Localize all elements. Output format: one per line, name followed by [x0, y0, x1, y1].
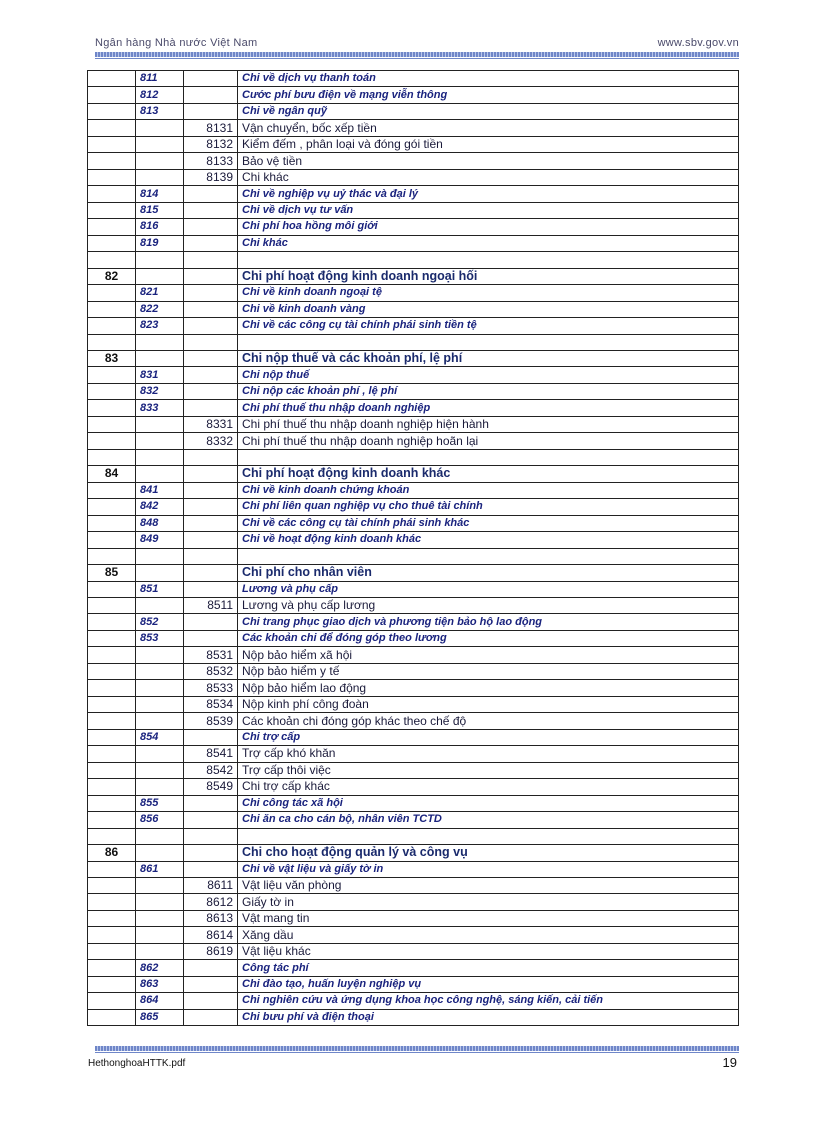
level1-code: [88, 943, 136, 959]
level3-code: [184, 235, 238, 251]
level1-code: [88, 762, 136, 778]
level1-code: [88, 367, 136, 383]
level1-code: [88, 713, 136, 729]
level2-code: [136, 136, 184, 152]
account-name: Chi phí thuế thu nhập doanh nghiệp hoãn lại: [238, 433, 739, 449]
table-row: [88, 416, 739, 432]
level3-code: [184, 581, 238, 597]
level2-code: [136, 927, 184, 943]
level1-code: 85: [88, 565, 136, 581]
level2-code: [136, 894, 184, 910]
level1-code: [88, 894, 136, 910]
level2-code: [136, 120, 184, 136]
level2-code: 831: [136, 367, 184, 383]
level2-code: [136, 268, 184, 284]
level3-code: 8332: [184, 433, 238, 449]
level1-code: [88, 103, 136, 119]
table-row: [88, 71, 739, 87]
level2-code: [136, 779, 184, 795]
level3-code: [184, 729, 238, 745]
table-row: [88, 960, 739, 976]
header-title: Ngân hàng Nhà nước Việt Nam: [95, 37, 258, 49]
table-row: [88, 581, 739, 597]
account-name: [238, 449, 739, 465]
table-row: [88, 927, 739, 943]
level1-code: 82: [88, 268, 136, 284]
level2-code: [136, 910, 184, 926]
table-row: [88, 696, 739, 712]
account-name: Chi về vật liệu và giấy tờ in: [238, 861, 739, 877]
table-row: [88, 383, 739, 399]
level3-code: 8542: [184, 762, 238, 778]
table-row: [88, 466, 739, 482]
footer-filename: HethonghoaHTTK.pdf: [88, 1058, 186, 1069]
level2-code: 855: [136, 795, 184, 811]
account-name: Chi bưu phí và điện thoại: [238, 1009, 739, 1025]
level3-code: 8533: [184, 680, 238, 696]
account-name: Vận chuyển, bốc xếp tiền: [238, 120, 739, 136]
level1-code: [88, 515, 136, 531]
level3-code: [184, 285, 238, 301]
table-row: [88, 301, 739, 317]
account-name: Kiểm đếm , phân loại và đóng gói tiền: [238, 136, 739, 152]
account-name: [238, 548, 739, 564]
level3-code: [184, 400, 238, 416]
table-row: [88, 252, 739, 268]
level3-code: [184, 845, 238, 861]
level2-code: 833: [136, 400, 184, 416]
account-name: Các khoản chi để đóng góp theo lương: [238, 630, 739, 646]
account-name: [238, 828, 739, 844]
level1-code: [88, 301, 136, 317]
table-row: [88, 433, 739, 449]
account-name: Chi nghiên cứu và ứng dụng khoa học công nghệ, sáng kiến, cải tiến: [238, 993, 739, 1009]
account-name: Chi khác: [238, 235, 739, 251]
level2-code: 816: [136, 219, 184, 235]
table-row: [88, 87, 739, 103]
level2-code: 864: [136, 993, 184, 1009]
level2-code: [136, 548, 184, 564]
level1-code: [88, 647, 136, 663]
account-name: Công tác phí: [238, 960, 739, 976]
level1-code: [88, 960, 136, 976]
level3-code: [184, 202, 238, 218]
level2-code: 849: [136, 532, 184, 548]
account-name: Nộp kinh phí công đoàn: [238, 696, 739, 712]
level2-code: 815: [136, 202, 184, 218]
level2-code: [136, 877, 184, 893]
account-name: Nộp bảo hiểm lao động: [238, 680, 739, 696]
footer-rule: [95, 1046, 739, 1051]
level1-code: [88, 416, 136, 432]
level2-code: [136, 598, 184, 614]
account-name: Chi trang phục giao dịch và phương tiện bảo hộ lao động: [238, 614, 739, 630]
level1-code: [88, 548, 136, 564]
account-name: Vật liệu văn phòng: [238, 877, 739, 893]
account-name: Chi nộp các khoản phí , lệ phí: [238, 383, 739, 399]
level1-code: [88, 202, 136, 218]
level3-code: [184, 1009, 238, 1025]
level3-code: [184, 993, 238, 1009]
level1-code: [88, 729, 136, 745]
header-rule: [95, 52, 739, 57]
table-row: [88, 219, 739, 235]
table-row: [88, 861, 739, 877]
level2-code: 832: [136, 383, 184, 399]
account-name: Chi khác: [238, 169, 739, 185]
account-name: Chi về kinh doanh ngoại tệ: [238, 285, 739, 301]
account-name: Trợ cấp khó khăn: [238, 746, 739, 762]
level2-code: 842: [136, 499, 184, 515]
account-name: Chi phí thuế thu nhập doanh nghiệp: [238, 400, 739, 416]
level3-code: 8611: [184, 877, 238, 893]
level3-code: 8531: [184, 647, 238, 663]
level1-code: [88, 680, 136, 696]
level3-code: 8534: [184, 696, 238, 712]
level3-code: [184, 630, 238, 646]
account-name: Các khoản chi đóng góp khác theo chế độ: [238, 713, 739, 729]
level1-code: [88, 696, 136, 712]
level3-code: [184, 318, 238, 334]
table-row: [88, 136, 739, 152]
level3-code: [184, 795, 238, 811]
level1-code: [88, 433, 136, 449]
level2-code: 811: [136, 71, 184, 87]
level2-code: [136, 433, 184, 449]
level3-code: 8132: [184, 136, 238, 152]
account-name: Chi về dịch vụ thanh toán: [238, 71, 739, 87]
account-name: Xăng dầu: [238, 927, 739, 943]
level1-code: [88, 532, 136, 548]
level2-code: [136, 466, 184, 482]
table-row: [88, 943, 739, 959]
level3-code: 8613: [184, 910, 238, 926]
account-name: Chi về các công cụ tài chính phái sinh khác: [238, 515, 739, 531]
table-row: [88, 729, 739, 745]
level2-code: 852: [136, 614, 184, 630]
table-row: [88, 976, 739, 992]
table-row: [88, 169, 739, 185]
level1-code: [88, 795, 136, 811]
level1-code: [88, 746, 136, 762]
level3-code: [184, 383, 238, 399]
table-row: [88, 910, 739, 926]
level2-code: 812: [136, 87, 184, 103]
level2-code: [136, 828, 184, 844]
level3-code: [184, 960, 238, 976]
level3-code: 8511: [184, 598, 238, 614]
table-row: [88, 350, 739, 366]
level2-code: 813: [136, 103, 184, 119]
level1-code: [88, 449, 136, 465]
level1-code: [88, 779, 136, 795]
level2-code: 854: [136, 729, 184, 745]
level1-code: [88, 71, 136, 87]
level1-code: [88, 828, 136, 844]
table-row: [88, 548, 739, 564]
level3-code: 8614: [184, 927, 238, 943]
level1-code: [88, 153, 136, 169]
level3-code: [184, 301, 238, 317]
account-table: [87, 70, 739, 1026]
level1-code: [88, 219, 136, 235]
level2-code: [136, 334, 184, 350]
level1-code: [88, 285, 136, 301]
account-name: Chi phí hoạt động kinh doanh ngoại hối: [238, 268, 739, 284]
table-row: [88, 779, 739, 795]
account-name: Chi về kinh doanh vàng: [238, 301, 739, 317]
level2-code: [136, 696, 184, 712]
level1-code: [88, 334, 136, 350]
account-name: Chi phí thuế thu nhập doanh nghiệp hiện hành: [238, 416, 739, 432]
level1-code: [88, 877, 136, 893]
level2-code: [136, 153, 184, 169]
level1-code: [88, 581, 136, 597]
account-name: Lương và phụ cấp: [238, 581, 739, 597]
account-name: Chi về dịch vụ tư vấn: [238, 202, 739, 218]
table-row: [88, 680, 739, 696]
level3-code: [184, 482, 238, 498]
level1-code: [88, 186, 136, 202]
account-name: Chi về hoạt động kinh doanh khác: [238, 532, 739, 548]
account-name: Nộp bảo hiểm xã hội: [238, 647, 739, 663]
account-table-body: [88, 71, 739, 1026]
level3-code: [184, 466, 238, 482]
account-name: Chi trợ cấp: [238, 729, 739, 745]
level3-code: [184, 334, 238, 350]
table-row: [88, 630, 739, 646]
level2-code: [136, 647, 184, 663]
level3-code: 8131: [184, 120, 238, 136]
table-row: [88, 598, 739, 614]
table-row: [88, 713, 739, 729]
level3-code: [184, 103, 238, 119]
level1-code: 83: [88, 350, 136, 366]
table-row: [88, 565, 739, 581]
level2-code: [136, 713, 184, 729]
level3-code: 8532: [184, 663, 238, 679]
level3-code: 8133: [184, 153, 238, 169]
table-row: [88, 103, 739, 119]
level2-code: 853: [136, 630, 184, 646]
account-name: Lương và phụ cấp lương: [238, 598, 739, 614]
level3-code: 8619: [184, 943, 238, 959]
level2-code: 848: [136, 515, 184, 531]
table-row: [88, 334, 739, 350]
account-name: Chi phí cho nhân viên: [238, 565, 739, 581]
level1-code: [88, 1009, 136, 1025]
level2-code: 819: [136, 235, 184, 251]
level1-code: [88, 252, 136, 268]
level3-code: 8539: [184, 713, 238, 729]
page-number: 19: [722, 1055, 737, 1070]
level2-code: 862: [136, 960, 184, 976]
account-name: Chi đào tạo, huấn luyện nghiệp vụ: [238, 976, 739, 992]
table-row: [88, 400, 739, 416]
level3-code: [184, 515, 238, 531]
level3-code: 8612: [184, 894, 238, 910]
level3-code: [184, 812, 238, 828]
account-name: Chi về ngân quỹ: [238, 103, 739, 119]
level3-code: [184, 614, 238, 630]
level1-code: [88, 87, 136, 103]
level2-code: 814: [136, 186, 184, 202]
account-name: Chi về nghiệp vụ uỷ thác và đại lý: [238, 186, 739, 202]
account-name: Bảo vệ tiền: [238, 153, 739, 169]
table-row: [88, 614, 739, 630]
level3-code: [184, 219, 238, 235]
level3-code: [184, 532, 238, 548]
level2-code: 821: [136, 285, 184, 301]
table-row: [88, 993, 739, 1009]
account-name: [238, 334, 739, 350]
level3-code: 8541: [184, 746, 238, 762]
level3-code: [184, 548, 238, 564]
account-name: Trợ cấp thôi việc: [238, 762, 739, 778]
level3-code: [184, 976, 238, 992]
level1-code: [88, 318, 136, 334]
account-name: Chi ăn ca cho cán bộ, nhân viên TCTD: [238, 812, 739, 828]
account-name: Chi về kinh doanh chứng khoán: [238, 482, 739, 498]
account-name: [238, 252, 739, 268]
level3-code: [184, 565, 238, 581]
table-row: [88, 482, 739, 498]
table-row: [88, 449, 739, 465]
level1-code: [88, 383, 136, 399]
table-row: [88, 877, 739, 893]
level3-code: [184, 861, 238, 877]
account-name: Chi nộp thuế: [238, 367, 739, 383]
level2-code: [136, 762, 184, 778]
level1-code: [88, 598, 136, 614]
table-row: [88, 318, 739, 334]
account-name: Chi về các công cụ tài chính phái sinh tiền tệ: [238, 318, 739, 334]
table-row: [88, 812, 739, 828]
level2-code: [136, 416, 184, 432]
level1-code: 84: [88, 466, 136, 482]
level1-code: [88, 614, 136, 630]
level1-code: 86: [88, 845, 136, 861]
account-name: Chi cho hoạt động quản lý và công vụ: [238, 845, 739, 861]
table-row: [88, 828, 739, 844]
level1-code: [88, 927, 136, 943]
level2-code: 856: [136, 812, 184, 828]
level2-code: [136, 169, 184, 185]
table-row: [88, 120, 739, 136]
table-row: [88, 845, 739, 861]
level1-code: [88, 136, 136, 152]
account-name: Vật liệu khác: [238, 943, 739, 959]
account-name: Chi trợ cấp khác: [238, 779, 739, 795]
account-name: Chi công tác xã hội: [238, 795, 739, 811]
level2-code: 823: [136, 318, 184, 334]
level1-code: [88, 169, 136, 185]
level3-code: [184, 71, 238, 87]
level2-code: 865: [136, 1009, 184, 1025]
table-row: [88, 186, 739, 202]
table-row: [88, 795, 739, 811]
level3-code: [184, 350, 238, 366]
level1-code: [88, 910, 136, 926]
account-name: Chi nộp thuế và các khoản phí, lệ phí: [238, 350, 739, 366]
table-row: [88, 894, 739, 910]
level2-code: 851: [136, 581, 184, 597]
table-row: [88, 746, 739, 762]
account-name: Vật mang tin: [238, 910, 739, 926]
level1-code: [88, 400, 136, 416]
level2-code: [136, 680, 184, 696]
level1-code: [88, 993, 136, 1009]
account-name: Nộp bảo hiểm y tế: [238, 663, 739, 679]
table-row: [88, 663, 739, 679]
level3-code: [184, 186, 238, 202]
level1-code: [88, 976, 136, 992]
level1-code: [88, 630, 136, 646]
header-website: www.sbv.gov.vn: [657, 37, 739, 49]
table-row: [88, 647, 739, 663]
level2-code: [136, 845, 184, 861]
level2-code: [136, 746, 184, 762]
level3-code: 8139: [184, 169, 238, 185]
table-row: [88, 285, 739, 301]
level2-code: 863: [136, 976, 184, 992]
account-name: Chi phí hoa hồng môi giới: [238, 219, 739, 235]
level3-code: [184, 268, 238, 284]
table-row: [88, 1009, 739, 1025]
level3-code: 8549: [184, 779, 238, 795]
table-row: [88, 515, 739, 531]
account-name: Cước phí bưu điện về mạng viễn thông: [238, 87, 739, 103]
level2-code: 822: [136, 301, 184, 317]
level1-code: [88, 812, 136, 828]
level2-code: [136, 252, 184, 268]
account-name: Chi phí liên quan nghiệp vụ cho thuê tài chính: [238, 499, 739, 515]
level2-code: [136, 943, 184, 959]
level3-code: [184, 87, 238, 103]
level3-code: [184, 449, 238, 465]
level2-code: [136, 350, 184, 366]
level2-code: [136, 663, 184, 679]
level1-code: [88, 499, 136, 515]
account-name: Chi phí hoạt động kinh doanh khác: [238, 466, 739, 482]
level1-code: [88, 120, 136, 136]
level3-code: [184, 499, 238, 515]
table-row: [88, 762, 739, 778]
table-row: [88, 268, 739, 284]
level3-code: [184, 252, 238, 268]
table-row: [88, 532, 739, 548]
level3-code: [184, 367, 238, 383]
table-row: [88, 235, 739, 251]
account-name: Giấy tờ in: [238, 894, 739, 910]
level2-code: 861: [136, 861, 184, 877]
level2-code: [136, 449, 184, 465]
level1-code: [88, 861, 136, 877]
level1-code: [88, 235, 136, 251]
level3-code: 8331: [184, 416, 238, 432]
table-row: [88, 202, 739, 218]
table-row: [88, 153, 739, 169]
table-row: [88, 367, 739, 383]
level1-code: [88, 663, 136, 679]
level3-code: [184, 828, 238, 844]
table-row: [88, 499, 739, 515]
level2-code: [136, 565, 184, 581]
level1-code: [88, 482, 136, 498]
level2-code: 841: [136, 482, 184, 498]
